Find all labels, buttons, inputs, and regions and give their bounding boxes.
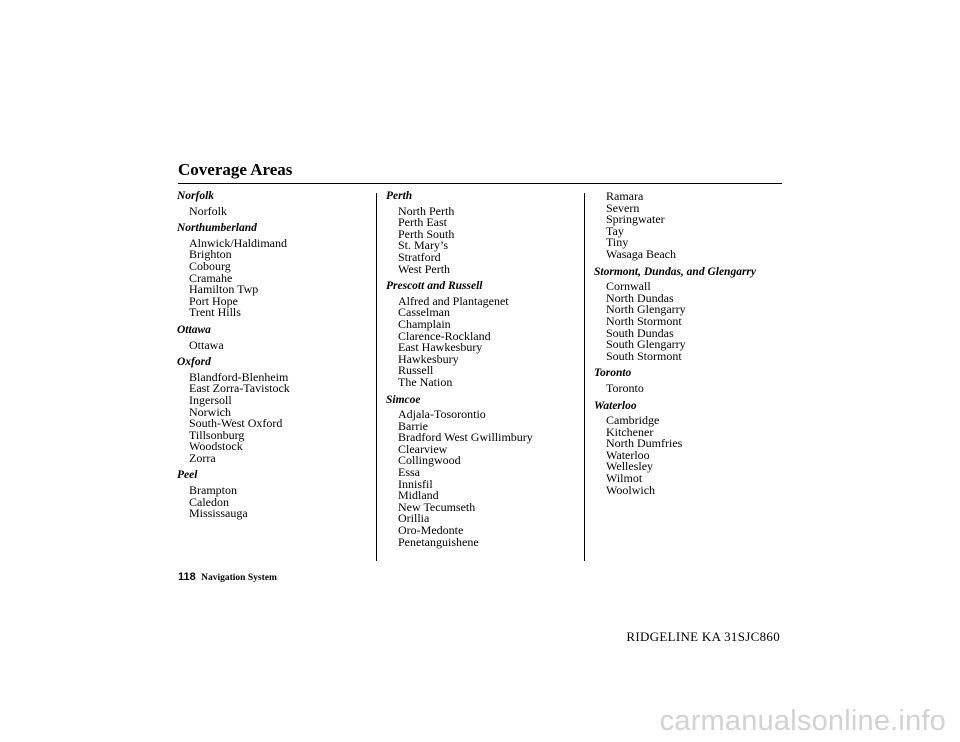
place-item: North Dumfries (606, 436, 683, 451)
region-name: Simcoe (386, 393, 421, 406)
region-name: Northumberland (177, 222, 257, 235)
place-item: East Hawkesbury (398, 340, 483, 355)
region-name: Stormont, Dundas, and Glengarry (594, 265, 756, 278)
place-item: Orillia (398, 511, 430, 526)
title-rule (178, 183, 782, 184)
region-block (594, 267, 784, 363)
place-item: Tiny (606, 235, 629, 250)
region-name: Peel (177, 469, 198, 482)
place-item: Russell (398, 363, 434, 378)
column-divider-2 (584, 193, 585, 561)
place-item: Alnwick/Haldimand (189, 235, 287, 250)
place-item: Tay (606, 223, 624, 238)
place-item: Zorra (189, 450, 216, 465)
place-item: Ingersoll (189, 392, 232, 407)
place-item: Port Hope (189, 293, 238, 308)
place-item: Brighton (189, 247, 232, 262)
place-item: Blandford-Blenheim (189, 369, 289, 384)
page-footer (178, 571, 277, 583)
region-block (177, 223, 367, 319)
place-item: Stratford (398, 249, 441, 264)
region-block (177, 191, 367, 217)
region-name: Norfolk (177, 190, 215, 202)
place-item: Norfolk (189, 203, 227, 218)
place-item: Perth South (398, 226, 455, 241)
section-name: Navigation System (201, 573, 277, 583)
place-item: Collingwood (398, 453, 461, 468)
place-item: Norwich (189, 404, 231, 419)
place-item: Waterloo (606, 447, 650, 462)
place-item: Ramara (606, 189, 644, 203)
place-item: Clarence-Rockland (398, 328, 491, 343)
region-block (177, 470, 367, 519)
region-block (386, 281, 576, 388)
place-item: Tillsonburg (189, 427, 245, 442)
place-item: Perth East (398, 215, 447, 230)
region-block (594, 368, 784, 394)
place-item: Innisfil (398, 476, 433, 491)
place-item: Midland (398, 488, 439, 503)
place-item: Wilmot (606, 471, 643, 486)
place-item: St. Mary’s (398, 238, 449, 253)
place-item: Hamilton Twp (189, 282, 259, 297)
place-item: Alfred and Plantagenet (398, 293, 509, 308)
region-block (594, 401, 784, 497)
place-item: North Glengarry (606, 302, 686, 317)
region-block (177, 357, 367, 464)
watermark: carmanualsonline.info (659, 705, 946, 737)
page-title: Coverage Areas (178, 160, 293, 179)
place-item: South Glengarry (606, 337, 686, 352)
region-name: Toronto (594, 367, 632, 380)
place-item: Hawkesbury (398, 351, 459, 366)
place-item: North Perth (398, 203, 455, 218)
place-item: Caledon (189, 494, 229, 509)
place-item: Oro-Medonte (398, 523, 464, 538)
place-item: The Nation (398, 374, 453, 389)
place-item: Casselman (398, 305, 450, 320)
place-item: Essa (398, 465, 420, 480)
region-name: Waterloo (594, 399, 637, 412)
region-name: Perth (386, 190, 413, 202)
model-code: RIDGELINE KA 31SJC860 (626, 629, 780, 644)
place-item: West Perth (398, 261, 451, 276)
place-item: Barrie (398, 418, 428, 433)
place-item: Cambridge (606, 413, 660, 428)
place-item: Adjala-Tosorontio (398, 407, 486, 422)
region-name: Ottawa (177, 323, 211, 336)
column-3 (594, 191, 784, 502)
place-item: Cornwall (606, 279, 651, 294)
place-item: North Stormont (606, 313, 682, 328)
place-item: Champlain (398, 316, 451, 331)
place-item: Ottawa (189, 337, 224, 352)
region-block (386, 191, 576, 275)
place-item: Toronto (606, 380, 644, 395)
place-item: Woolwich (606, 482, 656, 497)
region-name: Prescott and Russell (386, 280, 483, 293)
place-item: Wellesley (606, 459, 654, 474)
page-number: 118 (178, 571, 196, 583)
place-item: Woodstock (189, 439, 243, 454)
place-item: Springwater (606, 212, 665, 227)
place-item: Brampton (189, 483, 237, 498)
place-item: South Dundas (606, 325, 674, 340)
place-item: Kitchener (606, 424, 654, 439)
place-item: Cobourg (189, 258, 231, 273)
place-item: Mississauga (189, 506, 248, 521)
place-item: Clearview (398, 441, 448, 456)
place-item: South Stormont (606, 348, 682, 363)
region-name: Oxford (177, 356, 211, 369)
place-item: New Tecumseth (398, 499, 476, 514)
region-block (594, 191, 784, 261)
place-item: Wasaga Beach (606, 246, 676, 261)
place-item: Bradford West Gwillimbury (398, 430, 533, 445)
place-item: Severn (606, 200, 640, 215)
place-item: South-West Oxford (189, 416, 283, 431)
place-item: Penetanguishene (398, 534, 479, 549)
column-2 (386, 191, 576, 554)
place-item: North Dundas (606, 290, 674, 305)
column-divider-1 (376, 193, 377, 561)
region-block (386, 395, 576, 549)
place-item: Trent Hills (189, 305, 241, 320)
place-item: Cramahe (189, 270, 233, 285)
column-1 (177, 191, 367, 526)
region-block (177, 325, 367, 351)
place-item: East Zorra-Tavistock (189, 381, 290, 396)
